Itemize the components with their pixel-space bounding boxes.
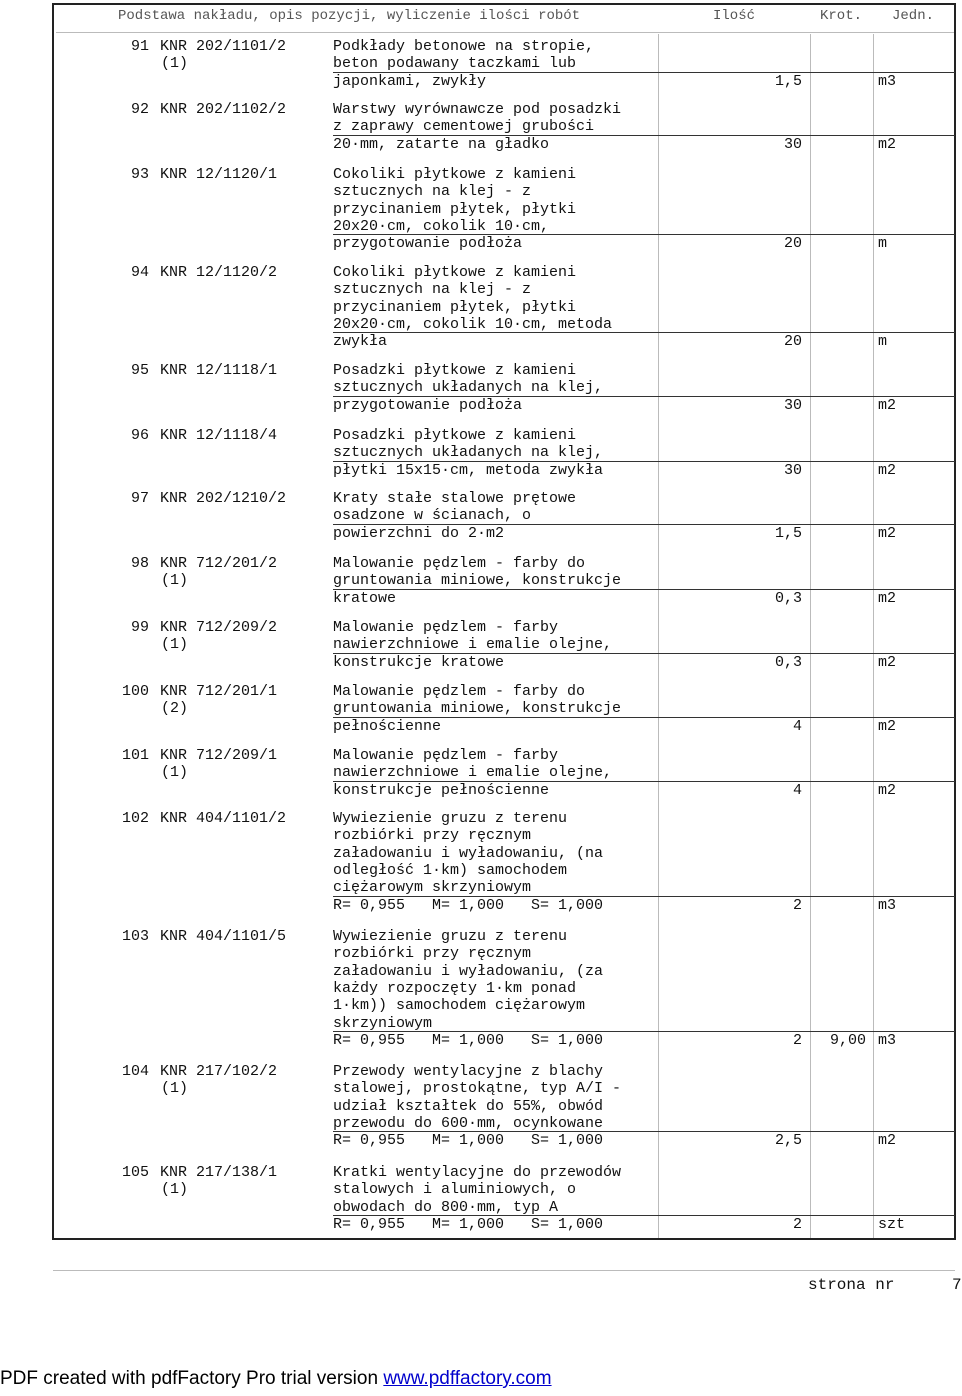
description-line: Kraty stałe stalowe prętowe (333, 490, 577, 507)
quantity: 2 (792, 896, 802, 914)
row-total-rule (333, 461, 955, 462)
row-total-rule (333, 1131, 955, 1132)
knr-code: KNR 202/1101/2 (160, 38, 287, 55)
description-line: Podkłady betonowe na stropie, (333, 38, 595, 55)
item-number: 99 (130, 619, 149, 636)
quantity: 20 (783, 235, 802, 253)
description-line: Posadzki płytkowe z kamieni (333, 362, 577, 379)
knr-code: KNR 404/1101/2 (160, 810, 287, 827)
knr-code: KNR 12/1120/2 (160, 264, 278, 281)
column-divider-unit (873, 34, 874, 1238)
description-line: obwodach do 800·mm, typ A (333, 1198, 559, 1216)
description-line: przewodu do 600·mm, ocynkowane (333, 1114, 604, 1132)
unit: m2 (878, 589, 897, 607)
unit: m3 (878, 72, 897, 90)
quantity: 2 (792, 1215, 802, 1233)
description-line: Przewody wentylacyjne z blachy (333, 1063, 604, 1080)
knr-code: KNR 712/209/1 (160, 747, 278, 764)
knr-code: KNR 712/201/1 (160, 683, 278, 700)
knr-code: KNR 202/1102/2 (160, 101, 287, 118)
description-line: R= 0,955 M= 1,000 S= 1,000 (333, 1215, 604, 1233)
description-line: R= 0,955 M= 1,000 S= 1,000 (333, 1132, 604, 1150)
unit: m2 (878, 781, 897, 799)
knr-code: KNR 712/209/2 (160, 619, 278, 636)
description-line: rozbiórki przy ręcznym (333, 827, 532, 845)
description-line: każdy rozpoczęty 1·km ponad (333, 979, 577, 997)
description-line: sztucznych na klej - z (333, 281, 532, 299)
unit: m2 (878, 461, 897, 479)
description-line: Warstwy wyrównawcze pod posadzki (333, 101, 622, 118)
item-number: 93 (130, 166, 149, 183)
description-line: Wywiezienie gruzu z terenu (333, 810, 568, 827)
quantity: 2 (792, 1031, 802, 1049)
item-number: 92 (130, 101, 149, 118)
description-line: udział kształtek do 55%, obwód (333, 1097, 604, 1115)
unit: m2 (878, 653, 897, 671)
quantity: 20 (783, 333, 802, 351)
unit: m2 (878, 135, 897, 153)
description-line: 20·mm, zatarte na gładko (333, 135, 550, 153)
page-number: 7 (952, 1276, 962, 1294)
quantity: 30 (783, 396, 802, 414)
knr-code: KNR 12/1118/1 (160, 362, 278, 379)
column-divider-krot (810, 34, 811, 1238)
row-total-rule (333, 332, 955, 333)
item-number: 105 (121, 1164, 149, 1181)
description-line: 20x20·cm, cokolik 10·cm, (333, 217, 550, 235)
description-line: z zaprawy cementowej grubości (333, 118, 595, 136)
unit: m2 (878, 396, 897, 414)
description-line: Cokoliki płytkowe z kamieni (333, 264, 577, 281)
unit: m2 (878, 524, 897, 542)
row-total-rule (333, 72, 955, 73)
knr-code: KNR 12/1120/1 (160, 166, 278, 183)
description-line: konstrukcje pełnościenne (333, 781, 550, 799)
description-line: powierzchni do 2·m2 (333, 524, 505, 542)
description-line: przycinaniem płytek, płytki (333, 200, 577, 218)
item-number: 101 (121, 747, 149, 764)
knr-code-suffix: (1) (160, 1181, 188, 1199)
description-line: przygotowanie podłoża (333, 396, 523, 414)
quantity: 4 (792, 717, 802, 735)
unit: m2 (878, 717, 897, 735)
description-line: Kratki wentylacyjne do przewodów (333, 1164, 622, 1181)
description-line: załadowaniu i wyładowaniu, (za (333, 962, 604, 980)
multiplier: 9,00 (829, 1031, 866, 1049)
description-line: sztucznych układanych na klej, (333, 379, 604, 397)
description-line: przycinaniem płytek, płytki (333, 298, 577, 316)
description-line: japonkami, zwykły (333, 72, 487, 90)
description-line: Malowanie pędzlem - farby do (333, 683, 586, 700)
description-line: Malowanie pędzlem - farby (333, 619, 559, 636)
description-line: R= 0,955 M= 1,000 S= 1,000 (333, 1031, 604, 1049)
description-line: załadowaniu i wyładowaniu, (na (333, 844, 604, 862)
unit: m (878, 235, 888, 253)
quantity: 30 (783, 461, 802, 479)
knr-code-suffix: (1) (160, 764, 188, 782)
unit: m2 (878, 1132, 897, 1150)
description-line: sztucznych układanych na klej, (333, 444, 604, 462)
item-number: 100 (121, 683, 149, 700)
quantity: 30 (783, 135, 802, 153)
description-line: ciężarowym skrzyniowym (333, 879, 532, 897)
description-line: stalowych i aluminiowych, o (333, 1181, 577, 1199)
description-line: zwykła (333, 333, 388, 351)
header-divider (56, 32, 954, 33)
description-line: beton podawany taczkami lub (333, 55, 577, 73)
description-line: sztucznych na klej - z (333, 183, 532, 201)
pdf-trial-notice: PDF created with pdfFactory Pro trial version www.pdffactory.com (0, 1368, 552, 1389)
knr-code: KNR 217/138/1 (160, 1164, 278, 1181)
knr-code: KNR 712/201/2 (160, 555, 278, 572)
description-line: płytki 15x15·cm, metoda zwykła (333, 461, 604, 479)
description-line: rozbiórki przy ręcznym (333, 945, 532, 963)
row-total-rule (333, 1215, 955, 1216)
description-line: Posadzki płytkowe z kamieni (333, 427, 577, 444)
quantity: 4 (792, 781, 802, 799)
quantity: 1,5 (774, 72, 802, 90)
item-number: 104 (121, 1063, 149, 1080)
description-line: 20x20·cm, cokolik 10·cm, metoda (333, 315, 613, 333)
description-line: odległość 1·km) samochodem (333, 861, 568, 879)
quantity: 0,3 (774, 589, 802, 607)
knr-code: KNR 202/1210/2 (160, 490, 287, 507)
item-number: 96 (130, 427, 149, 444)
description-line: Malowanie pędzlem - farby do (333, 555, 586, 572)
quantity: 0,3 (774, 653, 802, 671)
column-divider-qty (658, 34, 659, 1238)
item-number: 95 (130, 362, 149, 379)
item-number: 94 (130, 264, 149, 281)
description-line: osadzone w ścianach, o (333, 507, 532, 525)
row-total-rule (333, 135, 955, 136)
row-total-rule (333, 781, 955, 782)
item-number: 91 (130, 38, 149, 55)
item-number: 103 (121, 928, 149, 945)
description-line: Malowanie pędzlem - farby (333, 747, 559, 764)
row-total-rule (333, 396, 955, 397)
knr-code-suffix: (1) (160, 636, 188, 654)
item-number: 102 (121, 810, 149, 827)
knr-code-suffix: (2) (160, 700, 188, 718)
description-line: gruntowania miniowe, konstrukcje (333, 700, 622, 718)
description-line: skrzyniowym (333, 1014, 433, 1032)
knr-code: KNR 12/1118/4 (160, 427, 278, 444)
pdffactory-link[interactable]: www.pdffactory.com (383, 1368, 552, 1389)
header-multiplier: Krot. (820, 8, 863, 24)
header-description: Podstawa nakładu, opis pozycji, wyliczenie ilości robót (118, 8, 581, 24)
description-line: gruntowania miniowe, konstrukcje (333, 572, 622, 590)
description-line: pełnościenne (333, 717, 442, 735)
unit: m3 (878, 1031, 897, 1049)
description-line: Cokoliki płytkowe z kamieni (333, 166, 577, 183)
footer-divider (53, 1270, 955, 1271)
description-line: R= 0,955 M= 1,000 S= 1,000 (333, 896, 604, 914)
page-number-label: strona nr 7 (808, 1276, 962, 1294)
knr-code: KNR 404/1101/5 (160, 928, 287, 945)
item-number: 98 (130, 555, 149, 572)
row-total-rule (333, 589, 955, 590)
description-line: nawierzchniowe i emalie olejne, (333, 636, 613, 654)
knr-code: KNR 217/102/2 (160, 1063, 278, 1080)
row-total-rule (333, 653, 955, 654)
unit: szt (878, 1215, 906, 1233)
header-quantity: Ilość (713, 8, 756, 24)
description-line: konstrukcje kratowe (333, 653, 505, 671)
description-line: Wywiezienie gruzu z terenu (333, 928, 568, 945)
quantity: 1,5 (774, 524, 802, 542)
description-line: stalowej, prostokątne, typ A/I - (333, 1080, 622, 1098)
unit: m (878, 333, 888, 351)
knr-code-suffix: (1) (160, 572, 188, 590)
header-unit: Jedn. (892, 8, 935, 24)
row-total-rule (333, 234, 955, 235)
row-total-rule (333, 524, 955, 525)
description-line: 1·km)) samochodem ciężarowym (333, 997, 586, 1015)
description-line: nawierzchniowe i emalie olejne, (333, 764, 613, 782)
description-line: kratowe (333, 589, 397, 607)
unit: m3 (878, 896, 897, 914)
row-total-rule (333, 717, 955, 718)
row-total-rule (333, 896, 955, 897)
knr-code-suffix: (1) (160, 1080, 188, 1098)
description-line: przygotowanie podłoża (333, 235, 523, 253)
item-number: 97 (130, 490, 149, 507)
quantity: 2,5 (774, 1132, 802, 1150)
knr-code-suffix: (1) (160, 55, 188, 73)
